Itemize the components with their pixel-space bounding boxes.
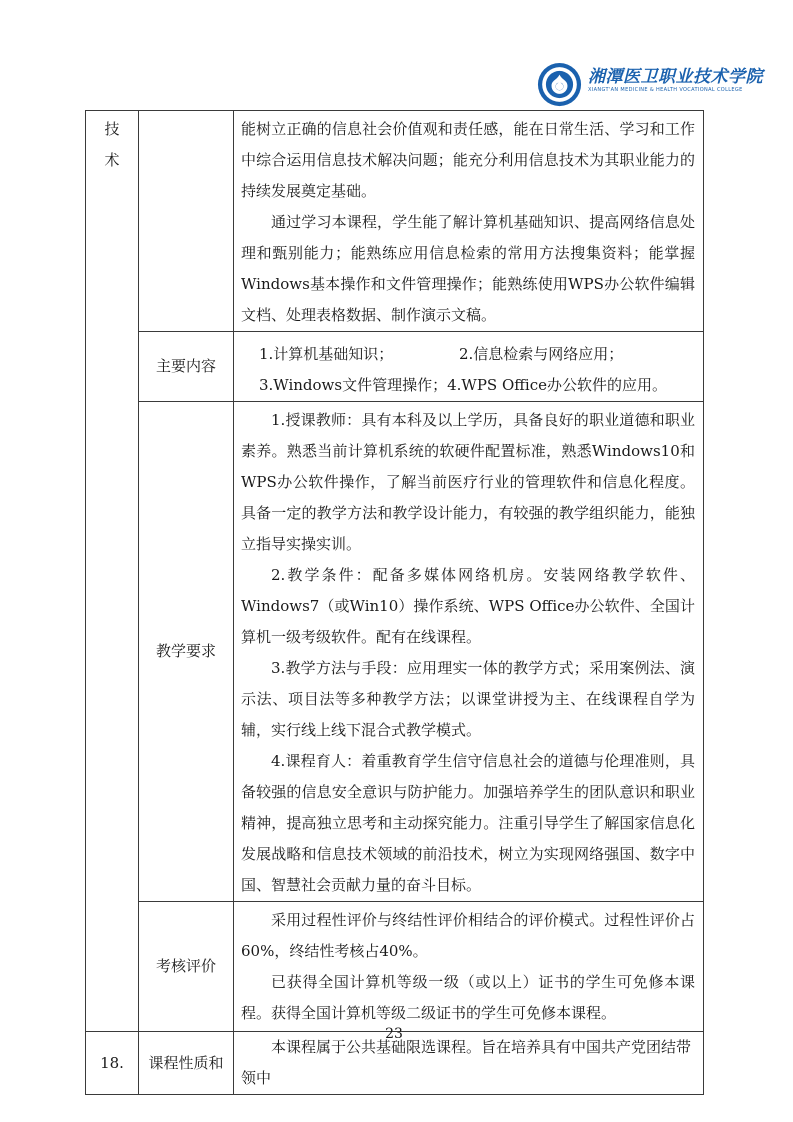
row-label-empty-cell (139, 111, 234, 332)
table-row (86, 332, 704, 402)
course-outline-table (85, 110, 704, 1095)
course-name-continued-cell (86, 111, 139, 1032)
main-content-cell (234, 332, 704, 402)
college-name: 湘潭医卫职业技术学院 (588, 67, 763, 87)
course-objectives-cell (234, 111, 704, 332)
objectives-paragraph: 能树立正确的信息社会价值观和责任感，能在日常生活、学习和工作中综合运用信息技术解决问题；能充分利用信息技术为其职业能力的持续发展奠定基础。 (241, 120, 695, 200)
main-content-line (259, 339, 695, 370)
table-row (86, 902, 704, 1032)
teaching-requirements-paragraph: 1.授课教师：具有本科及以上学历，具备良好的职业道德和职业素养。熟悉当前计算机系统的软硬件配置标准，熟悉Windows10和WPS办公软件操作，了解当前医疗行业的管理软件和信息化程度。具备一定的教学方法和教学设计能力，有较强的教学组织能力，能独立指导实操实训。 (241, 411, 695, 553)
row-label-course-nature: 课程性质和 (139, 1032, 234, 1095)
objectives-paragraph: 通过学习本课程，学生能了解计算机基础知识、提高网络信息处理和甄别能力；能熟练应用信息检索的常用方法搜集资料；能掌握Windows基本操作和文件管理操作；能熟练使用WPS办公软件编辑文档、处理表格数据、制作演示文稿。 (241, 213, 695, 324)
row-label-assessment: 考核评价 (139, 902, 234, 1032)
assessment-paragraph: 已获得全国计算机等级一级（或以上）证书的学生可免修本课程。获得全国计算机等级二级证书的学生可免修本课程。 (241, 973, 695, 1022)
main-content-item: 2.信息检索与网络应用； (459, 345, 624, 363)
main-content-item: 1.计算机基础知识； (259, 345, 394, 363)
course-nature-paragraph: 本课程属于公共基础限选课程。旨在培养具有中国共产党团结带领中 (241, 1038, 692, 1087)
row-label-teaching-requirements: 教学要求 (139, 402, 234, 902)
college-name-english: XIANGT'AN MEDICINE & HEALTH VOCATIONAL COLLEGE (588, 87, 743, 93)
teaching-requirements-paragraph: 3.教学方法与手段：应用理实一体的教学方式；采用案例法、演示法、项目法等多种教学方法；以课堂讲授为主、在线课程自学为辅，实行线上线下混合式教学模式。 (241, 659, 695, 739)
college-logo-text (588, 62, 763, 94)
row-label-main-content: 主要内容 (139, 332, 234, 402)
course-name-continued-label: 技术 (104, 120, 120, 169)
assessment-cell (234, 902, 704, 1032)
teaching-requirements-paragraph: 4.课程育人：着重教育学生信守信息社会的道德与伦理准则，具备较强的信息安全意识与防护能力。加强培养学生的团队意识和职业精神，提高独立思考和主动探究能力。注重引导学生了解国家信息化发展战略和信息技术领域的前沿技术，树立为实现网络强国、数字中国、智慧社会贡献力量的奋斗目标。 (241, 752, 695, 894)
college-logo (537, 62, 763, 107)
teaching-requirements-paragraph: 2.教学条件：配备多媒体网络机房。安装网络教学软件、Windows7（或Win10）操作系统、WPS Office办公软件、全国计算机一级考级软件。配有在线课程。 (241, 566, 695, 646)
main-content-line: 3.Windows文件管理操作；4.WPS Office办公软件的应用。 (259, 376, 667, 394)
row-number-cell: 18. (86, 1032, 139, 1095)
table-row (86, 111, 704, 332)
assessment-paragraph: 采用过程性评价与终结性评价相结合的评价模式。过程性评价占60%，终结性考核占40%。 (241, 911, 695, 960)
teaching-requirements-cell (234, 402, 704, 902)
page-number: 23 (385, 1026, 403, 1042)
college-emblem-icon (537, 62, 582, 107)
table-row (86, 402, 704, 902)
